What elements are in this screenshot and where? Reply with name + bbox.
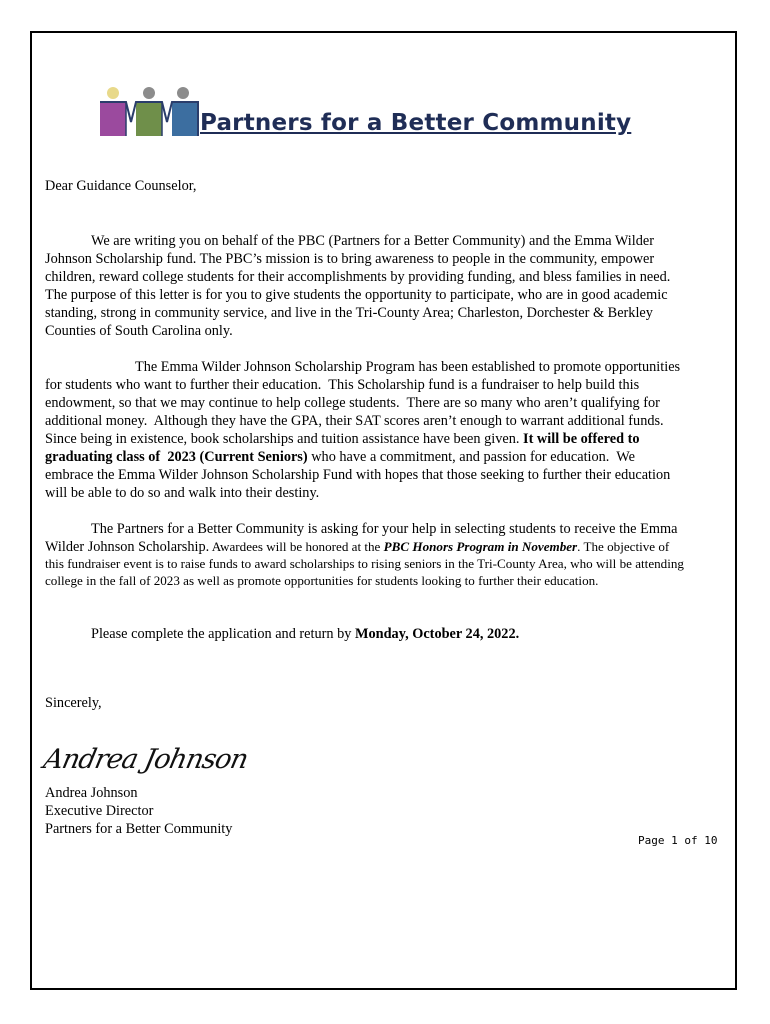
page-number: Page 1 of 10 bbox=[638, 834, 718, 847]
deadline-date: Monday, October 24, 2022. bbox=[355, 626, 520, 642]
para3-line: this fundraiser event is to raise funds to award scholarships to rising seniors in the Tri-County Area, who will be attending bbox=[45, 556, 684, 571]
para3-line bbox=[45, 538, 669, 556]
para1-line: Counties of South Carolina only. bbox=[45, 323, 233, 339]
letter-title: Partners for a Better Community bbox=[200, 110, 632, 136]
para3-line: college in the fall of 2023 as well as promote opportunities for students looking to further their education. bbox=[45, 573, 599, 588]
logo-head-grey bbox=[143, 87, 155, 99]
logo-head-yellow bbox=[107, 87, 119, 99]
organization-logo bbox=[98, 86, 206, 136]
para3-text: Wilder Johnson Scholarship. bbox=[45, 539, 210, 555]
para2-emphasis: It will be offered to bbox=[523, 431, 640, 447]
logo-figure-purple bbox=[100, 102, 126, 136]
para2-emphasis: graduating class of 2023 (Current Seniors) bbox=[45, 449, 308, 465]
para2-line: The Emma Wilder Johnson Scholarship Program has been established to promote opportunities bbox=[135, 359, 681, 375]
para2-line bbox=[45, 430, 640, 448]
para2-line: will be able to do so and walk into their destiny. bbox=[45, 485, 320, 501]
para2-line: for students who want to further their education. This Scholarship fund is a fundraiser to help build this bbox=[45, 377, 640, 393]
signer-organization: Partners for a Better Community bbox=[45, 821, 233, 837]
para1-line: We are writing you on behalf of the PBC (Partners for a Better Community) and the Emma Wilder bbox=[91, 233, 654, 249]
handwritten-signature: Andrea Johnson bbox=[40, 744, 251, 775]
deadline-text: Please complete the application and return by bbox=[91, 626, 356, 642]
logo-figure-blue bbox=[172, 102, 198, 136]
para2-line: additional money. Although they have the GPA, their SAT scores aren’t enough to warrant additional funds. bbox=[45, 413, 664, 429]
page-border bbox=[30, 31, 737, 990]
para2-line: embrace the Emma Wilder Johnson Scholarship Fund with hopes that those seeking to further their education bbox=[45, 467, 671, 483]
para2-line: endowment, so that we may continue to help college students. There are so many who aren’t qualifying for bbox=[45, 395, 660, 411]
para1-line: children, reward college students for their accomplishments by providing funding, and bless families in need. bbox=[45, 269, 671, 285]
para3-emphasis: PBC Honors Program in November bbox=[383, 539, 578, 554]
logo-head-grey-2 bbox=[177, 87, 189, 99]
signer-title: Executive Director bbox=[45, 803, 154, 819]
para1-line: standing, strong in community service, and live in the Tri-County Area; Charleston, Dorchester & Berkley bbox=[45, 305, 653, 321]
para2-text: Since being in existence, book scholarships and tuition assistance have been given. bbox=[45, 431, 524, 447]
para3-line: The Partners for a Better Community is asking for your help in selecting students to receive the Emma bbox=[91, 521, 678, 537]
para3-text-small: Awardees will be honored at the bbox=[209, 539, 384, 554]
logo-figure-green bbox=[136, 102, 162, 136]
para3-text-small: . The objective of bbox=[577, 539, 670, 554]
para1-line: The purpose of this letter is for you to give students the opportunity to participate, who are in good academic bbox=[45, 287, 668, 303]
para2-line bbox=[45, 448, 635, 466]
para1-line: Johnson Scholarship fund. The PBC’s mission is to bring awareness to people in the community, empower bbox=[45, 251, 655, 267]
closing: Sincerely, bbox=[45, 695, 102, 711]
salutation: Dear Guidance Counselor, bbox=[45, 178, 197, 194]
deadline-line bbox=[91, 625, 519, 643]
signer-name: Andrea Johnson bbox=[45, 785, 138, 801]
para2-text: who have a commitment, and passion for education. We bbox=[307, 449, 635, 465]
